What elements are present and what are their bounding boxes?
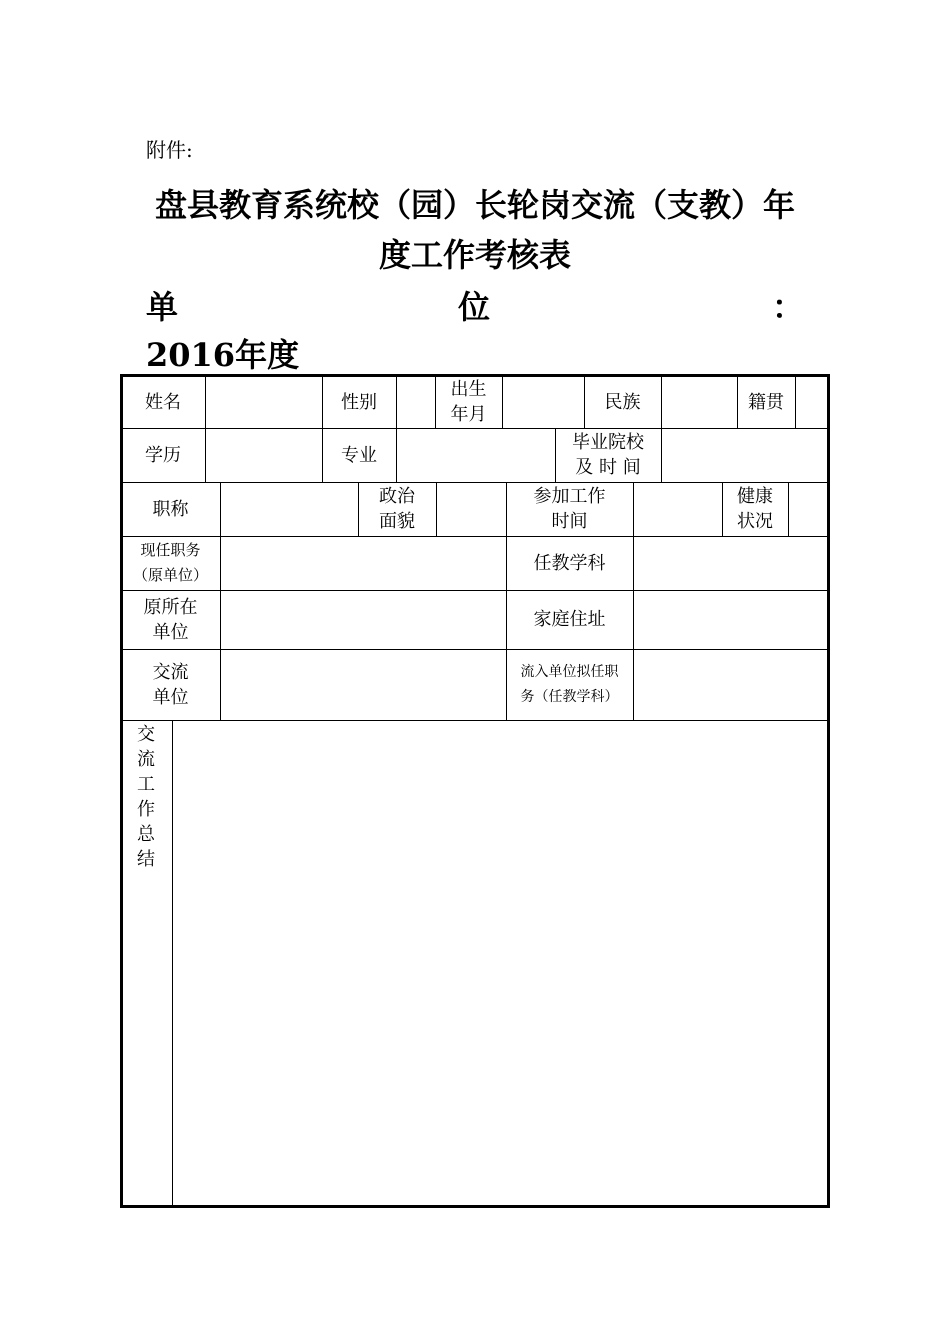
school-label: 毕业院校 及 时 间 <box>572 432 644 478</box>
position-label: 现任职务 （原单位） <box>132 541 208 584</box>
year-label: 2016年度 <box>146 336 300 374</box>
ethnicity-label: 民族 <box>604 391 641 413</box>
work-summary-label: 交 流 工 作 总 结 <box>137 724 155 870</box>
col-divider <box>788 482 789 536</box>
gender-label: 性别 <box>341 391 377 413</box>
row-divider <box>120 649 830 650</box>
subject-label: 任教学科 <box>533 552 606 574</box>
row-divider <box>120 536 830 537</box>
col-divider <box>795 376 796 428</box>
unit-char: 位 <box>458 288 491 326</box>
col-divider <box>633 536 634 720</box>
row-divider <box>120 590 830 591</box>
col-divider <box>633 482 634 536</box>
col-divider <box>396 376 397 428</box>
row-divider <box>120 428 830 429</box>
col-divider <box>205 376 206 428</box>
col-divider <box>661 428 662 482</box>
unit-char: ： <box>772 288 805 326</box>
new-post-label: 流入单位拟任职 务（任教学科） <box>520 663 619 705</box>
name-label: 姓名 <box>145 391 181 413</box>
unit-char: 单 <box>146 288 179 326</box>
attachment-label: 附件: <box>146 138 193 162</box>
original-unit-label: 原所在 单位 <box>143 596 198 643</box>
col-divider <box>172 720 173 1207</box>
col-divider <box>661 376 662 428</box>
form-title-line2: 度工作考核表 <box>378 236 571 274</box>
exchange-unit-label: 交流 单位 <box>152 661 189 708</box>
col-divider <box>436 482 437 536</box>
major-label: 专业 <box>341 444 377 466</box>
job-title-label: 职称 <box>152 498 189 520</box>
col-divider <box>396 428 397 482</box>
form-title-line1: 盘县教育系统校（园）长轮岗交流（支教）年 <box>154 186 795 224</box>
row-divider <box>120 720 830 721</box>
birth-label: 出生 年月 <box>450 379 487 425</box>
col-divider <box>220 536 221 720</box>
health-label: 健康 状况 <box>737 486 773 532</box>
col-divider <box>502 376 503 428</box>
address-label: 家庭住址 <box>533 609 606 630</box>
politics-label: 政治 面貌 <box>379 486 415 532</box>
col-divider <box>220 482 221 536</box>
work-start-label: 参加工作 时间 <box>533 486 606 532</box>
col-divider <box>205 428 206 482</box>
origin-label: 籍贯 <box>748 391 784 413</box>
education-label: 学历 <box>145 444 181 466</box>
